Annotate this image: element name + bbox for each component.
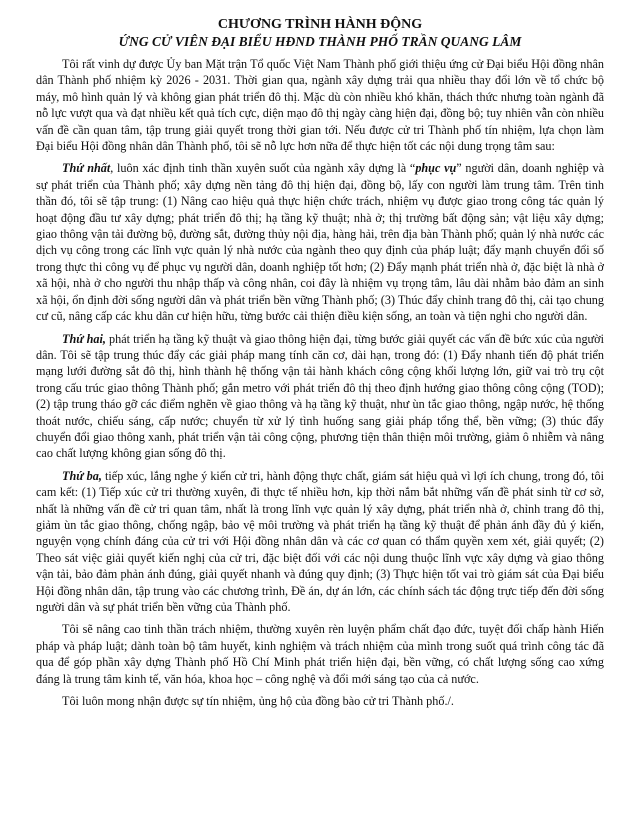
paragraph-first-text-a: , luôn xác định tinh thần xuyên suốt của ngành xây dựng là “ — [110, 161, 416, 176]
paragraph-commitment: Tôi sẽ nâng cao tinh thần trách nhiệm, thường xuyên rèn luyện phẩm chất đạo đức, tuyệt đối chấp hành Hiến pháp và pháp luật; dành toàn bộ tâm huyết, kinh nghiệm và trách nhiệm của mình trong suốt quá trình công tác đã qua để góp phần xây dựng Thành phố Hồ Chí Minh phát triển hiện đại, bền vững, có chất lượng sống cao xứng đáng là trung tâm kinh tế, văn hóa, khoa học – công nghệ và đổi mới sáng tạo của cả nước. — [36, 622, 604, 686]
paragraph-third — [36, 468, 604, 616]
document-title: CHƯƠNG TRÌNH HÀNH ĐỘNG — [217, 17, 423, 32]
paragraph-second-lead: Thứ hai, — [62, 331, 106, 346]
paragraph-second — [36, 331, 604, 462]
paragraph-third-lead: Thứ ba, — [62, 468, 102, 483]
paragraph-second-text: phát triển hạ tầng kỹ thuật và giao thông hiện đại, từng bước giải quyết các vấn đề bức xúc của người dân. Tôi sẽ tập trung thúc đẩy các giải pháp mang tính căn cơ, dài hạn, trong đó: (1) Đẩy nhanh tiến độ phát triển mạng lưới đường sắt đô thị, hình thành hệ thống vận tải hành khách công cộng khối lượng lớn, giữ vai trò trụ cột trong cấu trúc giao thông Thành phố; gắn metro với phát triển đô thị theo định hướng giao thông công cộng (TOD); (2) tập trung tháo gỡ các điểm nghẽn về giao thông và hạ tầng kỹ thuật, như ùn tắc giao thông, ngập nước, hệ thống thoát nước, chiếu sáng, cấp nước; chuyển từ xử lý tình huống sang giải pháp tổng thể, bền vững; (3) thúc đẩy chuyển đổi giao thông xanh, phát triển vận tải công cộng, phương tiện thân thiện môi trường, giảm ô nhiễm và nâng cao chất lượng không gian sống đô thị. — [36, 331, 604, 461]
paragraph-first-text-b: ” người dân, doanh nghiệp và sự phát triển của Thành phố; xây dựng nền tảng đô thị hiện đại, đồng bộ, lấy con người làm trung tâm. Trên tinh thần đó, tôi sẽ tập trung: (1) Nâng cao hiệu quả thực hiện chức trách, nhiệm vụ được giao trong công tác quản lý hoạt động đầu tư xây dựng; phát triển đô thị; hạ tầng kỹ thuật; nhà ở; thị trường bất động sản; vật liệu xây dựng; giao thông vận tải đường bộ, đường sắt, đường thủy nội địa, hàng hải, trên địa bàn Thành phố; quản lý nhà nước các dịch vụ công trong các lĩnh vực quản lý nhà nước của ngành theo quy định của pháp luật; đẩy mạnh chuyển đổi số trong thực thi công vụ để phục vụ người dân, doanh nghiệp tốt hơn; (2) Đẩy mạnh phát triển nhà ở, đặc biệt là nhà ở xã hội, nhà ở cho người thu nhập thấp và công nhân, coi đây là nhiệm vụ trọng tâm, lâu dài nhằm bảo đảm an sinh xã hội, ổn định đời sống người dân và phát triển bền vững Thành phố; (3) Thúc đẩy chỉnh trang đô thị, cải tạo chung cư cũ, nâng cấp các khu dân cư hiện hữu, từng bước cải thiện điều kiện sống, an toàn và tiện nghi cho người dân. — [36, 161, 604, 324]
paragraph-first-lead: Thứ nhất — [62, 161, 111, 176]
document-subtitle: ỨNG CỬ VIÊN ĐẠI BIỂU HĐND THÀNH PHỐ TRẦN QUANG LÂM — [118, 34, 522, 49]
paragraph-third-text: tiếp xúc, lắng nghe ý kiến cử tri, hành động thực chất, giám sát hiệu quả vì lợi ích chung, trong đó, tôi cam kết: (1) Tiếp xúc cử tri thường xuyên, đi thực tế nhiều hơn, kịp thời nắm bắt những vấn đề phát sinh từ cơ sở, nhất là những vấn đề cử tri quan tâm, nhất là trong lĩnh vực quản lý xây dựng, phát triển nhà ở, chỉnh trang đô thị, giảm ùn tắc giao thông, chống ngập, bảo vệ môi trường và phát triển hạ tầng kỹ thuật để phản ánh đầy đủ ý kiến, nguyện vọng chính đáng của cử tri với Hội đồng nhân dân và các cơ quan có thẩm quyền xem xét, giải quyết; (2) Theo sát việc giải quyết kiến nghị của cử tri, đặc biệt đối với các nội dung thuộc lĩnh vực xây dựng và giao thông vận tải, bảo đảm phản ánh đúng, giải quyết nhanh và đúng quy định; (3) Thực hiện tốt vai trò giám sát của Đại biểu Hội đồng nhân dân, tập trung vào các chương trình, Đề án, dự án lớn, các chính sách tác động trực tiếp đến đời sống người dân và sự phát triển bền vững của Thành phố. — [36, 468, 604, 614]
intro-paragraph: Tôi rất vinh dự được Ủy ban Mặt trận Tổ quốc Việt Nam Thành phố giới thiệu ứng cử Đại biểu Hội đồng nhân dân Thành phố nhiệm kỳ 2026 - 2031. Thời gian qua, ngành xây dựng trải qua nhiều thay đổi lớn về tổ chức bộ máy, mô hình quản lý và không gian phát triển đô thị. Mặc dù còn nhiều khó khăn, thách thức nhưng toàn ngành đã nỗ lực vượt qua và đạt nhiều kết quả tích cực, diện mạo đô thị ngày càng hiện đại, đồng bộ; tuy nhiên vẫn còn nhiều vấn đề cần quan tâm, tập trung giải quyết trong thời gian tới. Nếu được cử tri Thành phố tín nhiệm, lựa chọn làm Đại biểu Hội đồng nhân dân Thành phố, tôi sẽ nỗ lực hơn nữa để thực hiện tốt các nội dung trọng tâm sau: — [36, 57, 604, 154]
paragraph-first-emphasis: phục vụ — [415, 161, 457, 176]
paragraph-first — [36, 160, 604, 324]
closing-paragraph: Tôi luôn mong nhận được sự tín nhiệm, ủng hộ của đồng bào cử tri Thành phố./. — [62, 694, 454, 709]
